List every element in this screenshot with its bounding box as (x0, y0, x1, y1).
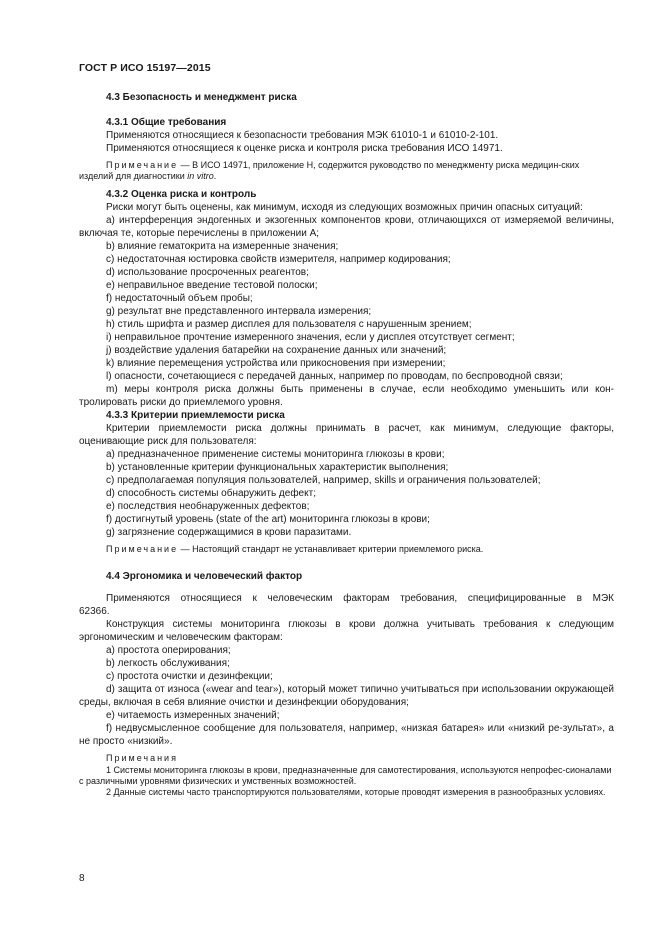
section-heading-4-3: 4.3 Безопасность и менеджмент риска (106, 92, 297, 103)
paragraph: Критерии приемлемости риска должны принимать в расчет, как минимум, следующие факторы, оценивающие риск для пользователя: (79, 422, 614, 447)
list-item: j) воздействие удаления батарейки на сохранение данных или значений; (106, 344, 447, 356)
notes-label (79, 753, 614, 764)
list-item: c) недостаточная юстировка свойств измерителя, например кодирования; (106, 253, 451, 265)
list-item: e) читаемость измеренных значений; (106, 710, 280, 722)
note-text: — В ИСО 14971, приложение Н, содержится руководство по менеджменту риска медицин-ских изделий для диагностики (79, 160, 580, 182)
list-item: a) интерференция эндогенных и экзогенных компонентов крови, отличающихся от измеряемой величины, включая те, которые перечислены в приложении А; (79, 214, 614, 239)
note-italic: in vitro (187, 171, 214, 182)
list-item: h) стиль шрифта и размер дисплея для пользователя с нарушенным зрением; (106, 318, 472, 330)
subsection-heading-4-3-3: 4.3.3 Критерии приемлемости риска (106, 409, 285, 421)
paragraph: Применяются относящиеся к оценке риска и контроля риска требования ИСО 14971. (106, 143, 503, 154)
note (79, 160, 614, 183)
note (79, 544, 614, 555)
list-item: l) опасности, сочетающиеся с передачей данных, например по проводам, по беспроводной связи; (106, 370, 563, 382)
notes-label-text: Примечания (106, 753, 178, 764)
list-item: b) легкость обслуживания; (106, 658, 230, 670)
list-item: f) достигнутый уровень (state of the art) мониторинга глюкозы в крови; (106, 513, 430, 525)
list-item: c) предполагаемая популяция пользователей, например, skills и ограничения пользователей; (106, 474, 541, 486)
list-item: g) загрязнение содержащимися в крови паразитами. (106, 526, 352, 538)
note-2: 2 Данные системы часто транспортируются пользователями, которые проводят измерения в разнообразных условиях. (106, 787, 606, 798)
subsection-heading-4-3-1: 4.3.1 Общие требования (106, 117, 227, 128)
note-label: Примечание (106, 160, 179, 170)
list-item: i) неправильное прочтение измеренного значения, если у дисплея отсутствует сегмент; (106, 331, 515, 343)
list-item: d) способность системы обнаружить дефект; (106, 487, 316, 499)
list-item: d) использование просроченных реагентов; (106, 266, 309, 278)
list-item: m) меры контроля риска должны быть применены в случае, если необходимо уменьшить или кон-тролировать риски до приемлемого уровня. (79, 383, 614, 408)
note-label: Примечание (106, 543, 179, 554)
section-heading-4-4: 4.4 Эргономика и человеческий фактор (106, 571, 303, 583)
list-item: b) влияние гематокрита на измеренные значения; (106, 240, 339, 252)
list-item: c) простота очистки и дезинфекции; (106, 671, 273, 683)
list-item: g) результат вне представленного интервала измерения; (106, 305, 372, 317)
page-number: 8 (79, 873, 85, 884)
list-item: f) недвусмысленное сообщение для пользователя, например, «низкая батарея» или «низкий ре-зультат», а не просто «низкий». (79, 723, 614, 748)
note-text: — Настоящий стандарт не устанавливает критерии приемлемого риска. (178, 543, 484, 554)
list-item: e) последствия необнаруженных дефектов; (106, 500, 310, 512)
list-item: e) неправильное введение тестовой полоски; (106, 279, 318, 291)
list-item: k) влияние перемещения устройства или прикосновения при измерении; (106, 357, 446, 369)
standard-header: ГОСТ Р ИСО 15197—2015 (79, 62, 211, 74)
list-item: a) простота оперирования; (106, 645, 231, 657)
list-item: d) защита от износа («wear and tear»), который может типично учитываться при использовании окружающей среды, включая в себя влияние очистки и дезинфекции оборудования; (79, 684, 614, 709)
list-item: a) предназначенное применение системы мониторинга глюкозы в крови; (106, 448, 445, 460)
list-item: b) установленные критерии функциональных характеристик выполнения; (106, 461, 449, 473)
paragraph: Применяются относящиеся к безопасности требования МЭК 61010-1 и 61010-2-101. (106, 130, 499, 141)
paragraph: Конструкция системы мониторинга глюкозы в крови должна учитывать требования к следующим эргономическим и человеческим факторам: (79, 619, 614, 644)
paragraph: Применяются относящиеся к человеческим факторам требования, специфицированные в МЭК 62366. (79, 593, 614, 618)
document-body (79, 91, 614, 799)
list-item: f) недостаточный объем пробы; (106, 292, 253, 304)
paragraph: Риски могут быть оценены, как минимум, исходя из следующих возможных причин опасных ситуаций: (106, 201, 583, 213)
note-end: . (213, 171, 217, 182)
note-1: 1 Системы мониторинга глюкозы в крови, предназначенные для самотестирования, используются непрофес-сионалами с различными уровнями физических и умственных возможностей. (79, 764, 612, 787)
subsection-heading-4-3-2: 4.3.2 Оценка риска и контроль (106, 188, 257, 200)
